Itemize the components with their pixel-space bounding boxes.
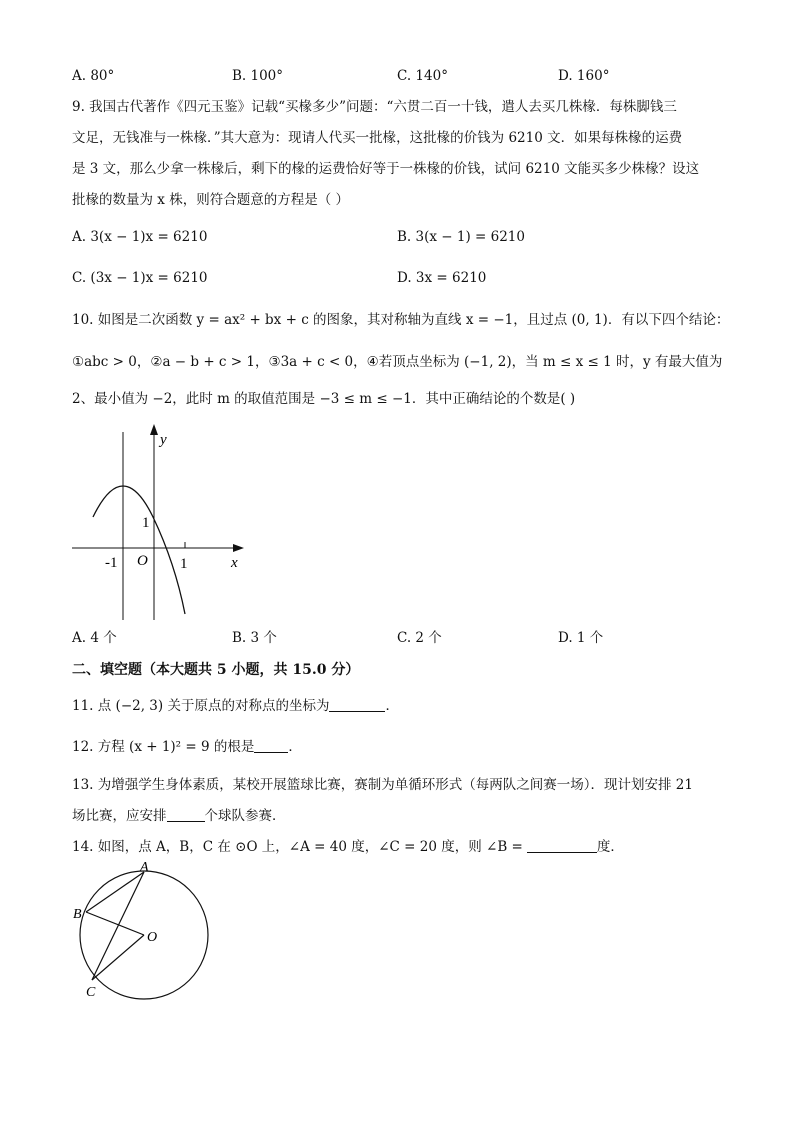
point-o-label: O	[147, 930, 158, 945]
q9-text-line-3: 是 3 文，那么少拿一株椽后，剩下的椽的运费恰好等于一株椽的价钱，试问 6210 文能买多少株椽？设这	[72, 161, 700, 177]
q9-option-d: D. 3x = 6210	[397, 270, 487, 286]
q11-text-pre: 11. 点 (−2, 3) 关于原点的对称点的坐标为	[72, 698, 330, 714]
q9-option-a: A. 3(x − 1)x = 6210	[72, 229, 208, 245]
tick-minus-one-label: -1	[105, 555, 118, 571]
q9-text-line-1: 9. 我国古代著作《四元玉鉴》记载“买椽多少”问题：“六贯二百一十钱，遣人去买几株椽．每株脚钱三	[72, 99, 677, 115]
y-axis-label: y	[160, 432, 167, 448]
q14-text	[72, 837, 734, 857]
q8-option-d: D. 160°	[558, 68, 610, 84]
q12-text	[72, 737, 734, 757]
q12-answer-blank	[254, 738, 288, 753]
q11-text	[72, 696, 734, 716]
q10-option-d: D. 1 个	[558, 630, 604, 646]
q10-parabola-figure	[68, 420, 253, 625]
point-a-label: A	[140, 860, 149, 875]
q10-text-line-1: 10. 如图是二次函数 y = ax² + bx + c 的图象，其对称轴为直线 x = −1，且过点 (0, 1)．有以下四个结论：	[72, 312, 730, 328]
q14-circle-figure	[72, 860, 217, 1000]
origin-label: O	[137, 553, 148, 569]
q13-text-line-1: 13. 为增强学生身体素质，某校开展篮球比赛，赛制为单循环形式（每两队之间赛一场）．现计划安排 21	[72, 777, 693, 793]
q9-option-c: C. (3x − 1)x = 6210	[72, 270, 208, 286]
q13-text-pre: 场比赛，应安排	[72, 808, 167, 824]
x-axis-label: x	[231, 555, 238, 571]
q9-option-b: B. 3(x − 1) = 6210	[397, 229, 525, 245]
q9-text-line-4: 批椽的数量为 x 株，则符合题意的方程是（ ）	[72, 192, 349, 208]
q8-option-b: B. 100°	[232, 68, 284, 84]
q10-option-b: B. 3 个	[232, 630, 277, 646]
q8-option-a: A. 80°	[72, 68, 115, 84]
q14-text-post: 度．	[596, 839, 624, 855]
q10-text-line-2: ①abc > 0，②a − b + c > 1，③3a + c < 0，④若顶点坐标为 (−1, 2)，当 m ≤ x ≤ 1 时，y 有最大值为	[72, 354, 723, 370]
q13-answer-blank	[167, 807, 205, 822]
point-c-label: C	[86, 985, 96, 1000]
section-heading-fill-in: 二、填空题（本大题共 5 小题，共 15.0 分）	[72, 662, 360, 678]
x-axis-arrow-icon	[233, 544, 244, 552]
y-axis-arrow-icon	[150, 424, 158, 435]
q8-option-c: C. 140°	[397, 68, 448, 84]
q13-text-post: 个球队参赛．	[204, 808, 286, 824]
q12-text-post: ．	[288, 739, 302, 755]
q14-answer-blank	[527, 838, 597, 853]
q10-text-line-3: 2、最小值为 −2，此时 m 的取值范围是 −3 ≤ m ≤ −1．其中正确结论的个数是( )	[72, 391, 576, 407]
segment-oc	[92, 935, 144, 980]
q12-text-pre: 12. 方程 (x + 1)² = 9 的根是	[72, 739, 255, 755]
q14-text-pre: 14. 如图，点 A，B，C 在 ⊙O 上，∠A = 40 度，∠C = 20 度，则 ∠B =	[72, 839, 523, 855]
q11-answer-blank	[329, 697, 385, 712]
tick-one-x-label: 1	[180, 556, 188, 572]
q9-text-line-2: 文足，无钱准与一株椽．”其大意为：现请人代买一批椽，这批椽的价钱为 6210 文．如果每株椽的运费	[72, 130, 683, 146]
point-b-label: B	[73, 907, 82, 922]
parabola-curve	[93, 486, 185, 614]
q10-option-c: C. 2 个	[397, 630, 442, 646]
q11-text-post: ．	[385, 698, 399, 714]
q13-text-line-2	[72, 806, 734, 826]
q10-option-a: A. 4 个	[72, 630, 117, 646]
y-intercept-label: 1	[142, 515, 150, 531]
